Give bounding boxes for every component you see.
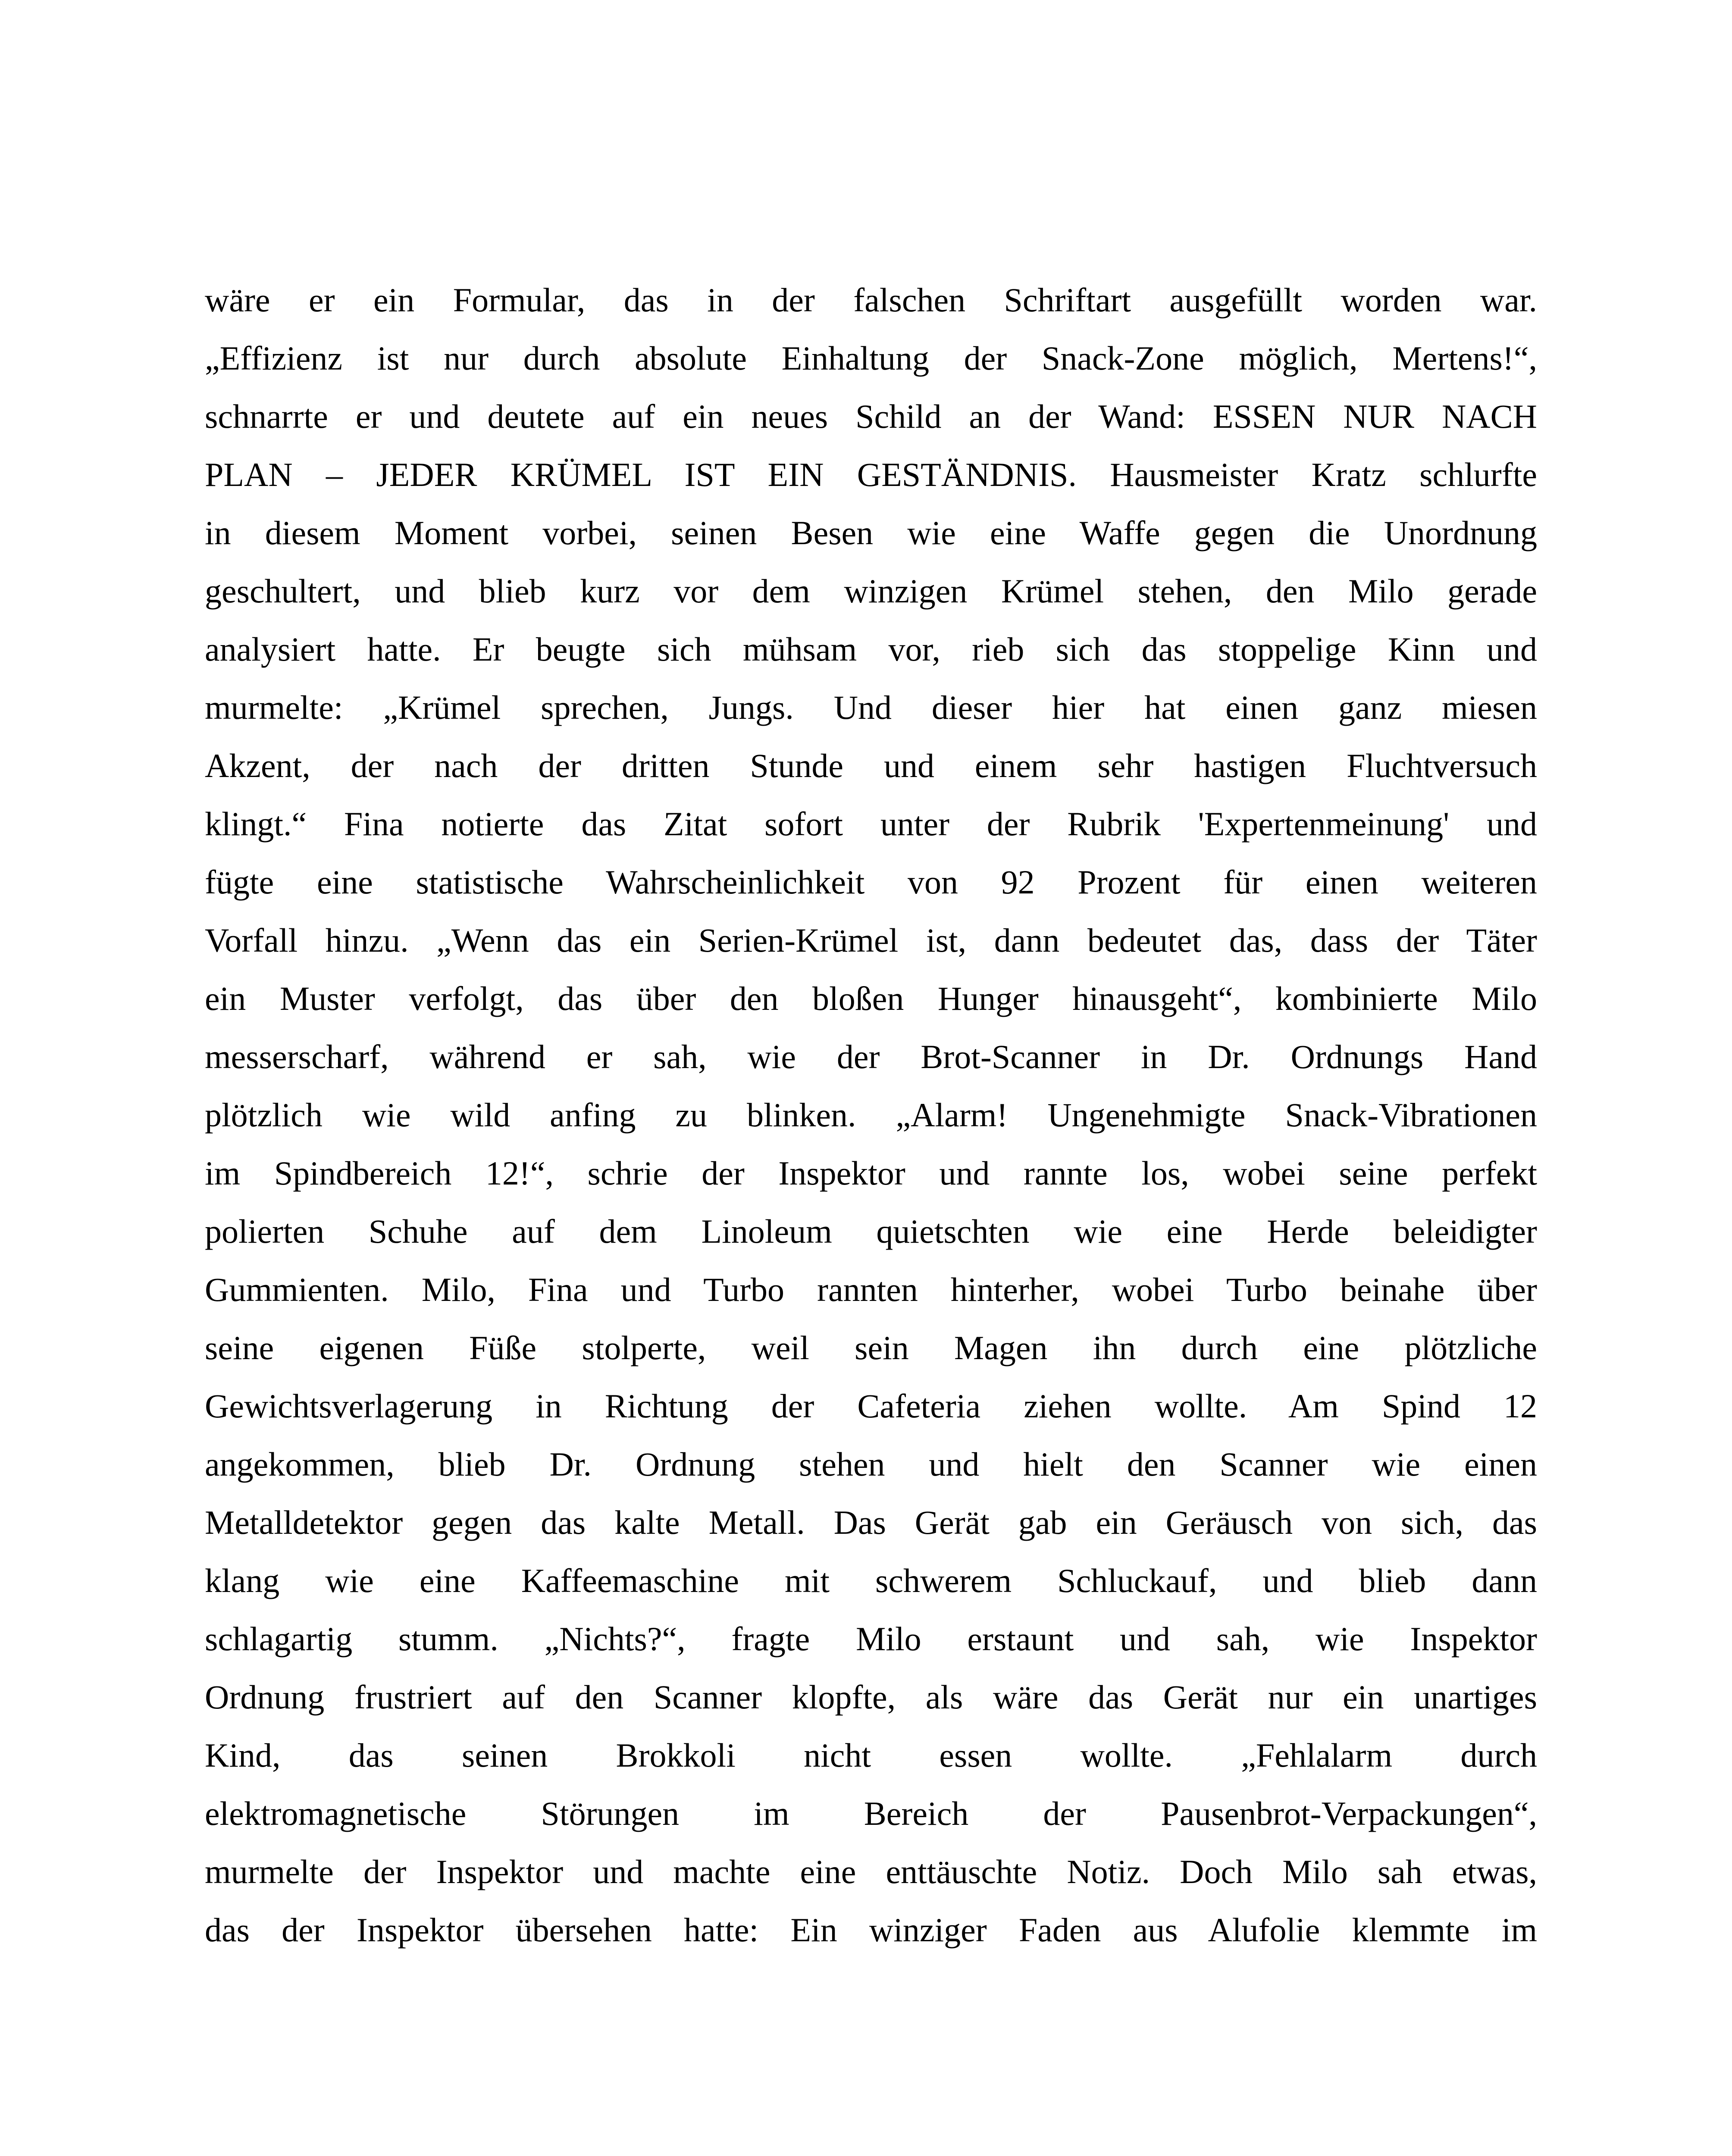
text-line: PLAN – JEDER KRÜMEL IST EIN GESTÄNDNIS. Hausmeister Kratz schlurfte [205,456,1537,493]
text-line: fügte eine statistische Wahrscheinlichkeit von 92 Prozent für einen weiteren [205,863,1537,901]
text-line: Kind, das seinen Brokkoli nicht essen wollte. „Fehlalarm durch [205,1736,1537,1774]
text-line: Vorfall hinzu. „Wenn das ein Serien-Krümel ist, dann bedeutet das, dass der Täter [205,921,1537,959]
text-line: Metalldetektor gegen das kalte Metall. Das Gerät gab ein Geräusch von sich, das [205,1504,1537,1541]
text-line: schnarrte er und deutete auf ein neues Schild an der Wand: ESSEN NUR NACH [205,398,1537,435]
text-line: im Spindbereich 12!“, schrie der Inspektor und rannte los, wobei seine perfekt [205,1154,1537,1192]
text-line: klingt.“ Fina notierte das Zitat sofort unter der Rubrik 'Expertenmeinung' und [205,805,1537,843]
text-line: klang wie eine Kaffeemaschine mit schwerem Schluckauf, und blieb dann [205,1562,1537,1599]
text-line: geschultert, und blieb kurz vor dem winzigen Krümel stehen, den Milo gerade [205,572,1537,610]
text-line: murmelte: „Krümel sprechen, Jungs. Und dieser hier hat einen ganz miesen [205,689,1537,726]
text-line: elektromagnetische Störungen im Bereich der Pausenbrot-Verpackungen“, [205,1795,1537,1832]
text-line: schlagartig stumm. „Nichts?“, fragte Milo erstaunt und sah, wie Inspektor [205,1620,1537,1658]
text-line: murmelte der Inspektor und machte eine enttäuschte Notiz. Doch Milo sah etwas, [205,1853,1537,1890]
text-line: angekommen, blieb Dr. Ordnung stehen und hielt den Scanner wie einen [205,1445,1537,1483]
text-line: Gummienten. Milo, Fina und Turbo rannten hinterher, wobei Turbo beinahe über [205,1271,1537,1308]
text-line: „Effizienz ist nur durch absolute Einhaltung der Snack-Zone möglich, Mertens!“, [205,339,1537,377]
text-line: polierten Schuhe auf dem Linoleum quietschten wie eine Herde beleidigter [205,1213,1537,1250]
text-line: ein Muster verfolgt, das über den bloßen Hunger hinausgeht“, kombinierte Milo [205,980,1537,1017]
text-line: plötzlich wie wild anfing zu blinken. „Alarm! Ungenehmigte Snack-Vibrationen [205,1096,1537,1134]
body-paragraph [205,271,1537,1959]
text-line: in diesem Moment vorbei, seinen Besen wie eine Waffe gegen die Unordnung [205,514,1537,552]
text-line: das der Inspektor übersehen hatte: Ein winziger Faden aus Alufolie klemmte im [205,1911,1537,1949]
text-line: Ordnung frustriert auf den Scanner klopfte, als wäre das Gerät nur ein unartiges [205,1678,1537,1716]
text-line: Gewichtsverlagerung in Richtung der Cafeteria ziehen wollte. Am Spind 12 [205,1387,1537,1425]
text-line: seine eigenen Füße stolperte, weil sein Magen ihn durch eine plötzliche [205,1329,1537,1366]
text-line: Akzent, der nach der dritten Stunde und einem sehr hastigen Fluchtversuch [205,747,1537,784]
text-line: messerscharf, während er sah, wie der Brot-Scanner in Dr. Ordnungs Hand [205,1038,1537,1075]
text-line: analysiert hatte. Er beugte sich mühsam vor, rieb sich das stoppelige Kinn und [205,630,1537,668]
text-line: wäre er ein Formular, das in der falschen Schriftart ausgefüllt worden war. [205,281,1537,319]
